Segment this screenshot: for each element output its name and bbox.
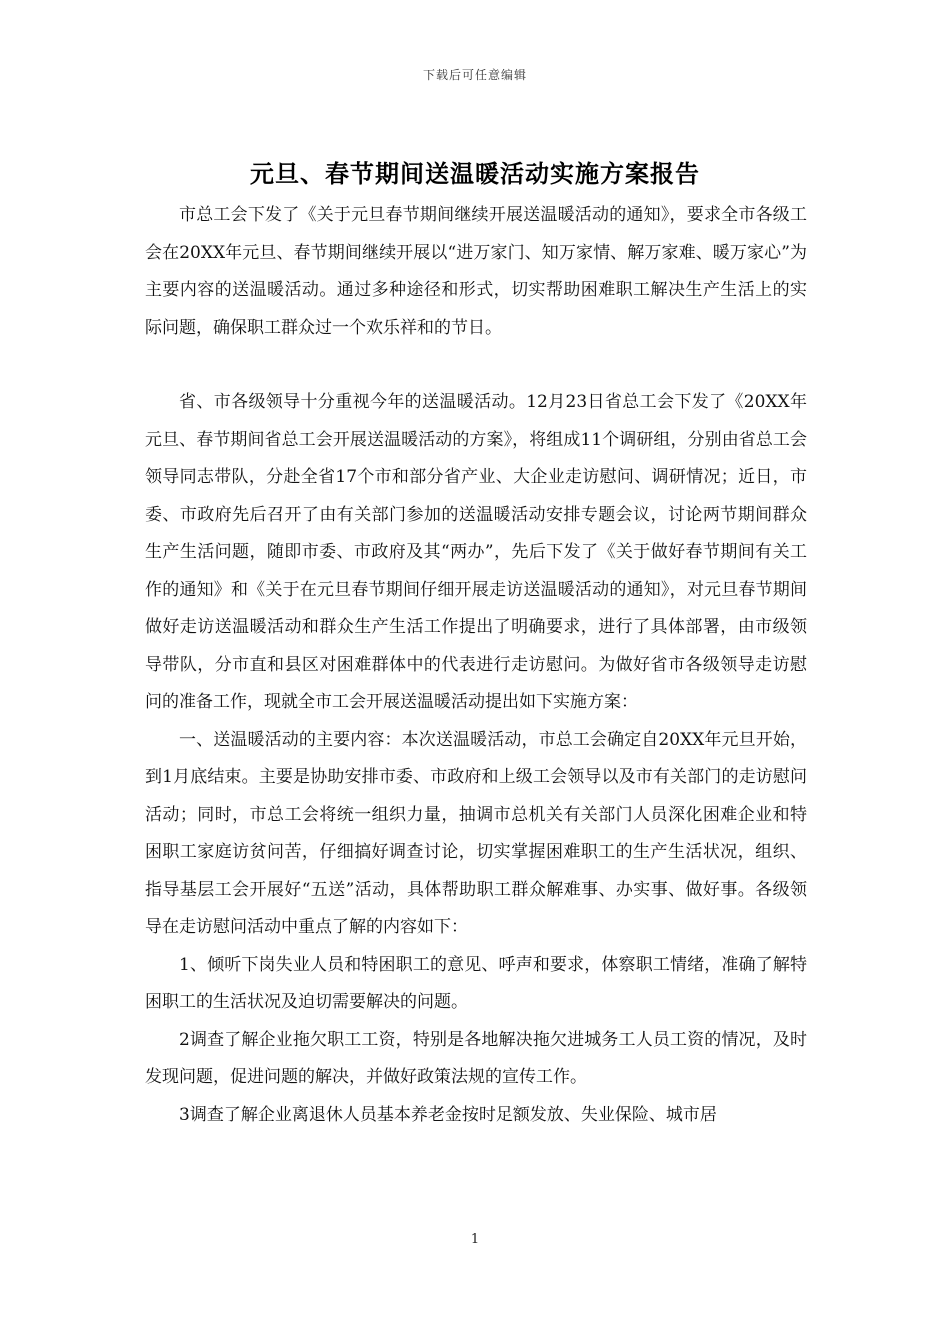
page-number: 1 (470, 1232, 480, 1247)
paragraph-item-2: 2调查了解企业拖欠职工工资，特别是各地解决拖欠进城务工人员工资的情况，及时发现问题，促进问题的解决，并做好政策法规的宣传工作。 (145, 1029, 807, 1087)
document-title: 元旦、春节期间送温暖活动实施方案报告 (250, 159, 700, 188)
paragraph-background: 省、市各级领导十分重视今年的送温暖活动。12月23日省总工会下发了《20XX年元旦、春节期间省总工会开展送温暖活动的方案》，将组成11个调研组，分别由省总工会领导同志带队，分赴全省17个市和部分省产业、大企业走访慰问、调研情况；近日，市委、市政府先后召开了由有关部门参加的送温暖活动安排专题会议，讨论两节期间群众生产生活问题，随即市委、市政府及其“两办”，先后下发了《关于做好春节期间有关工作的通知》和《关于在元旦春节期间仔细开展走访送温暖活动的通知》，对元旦春节期间做好走访送温暖活动和群众生产生活工作提出了明确要求，进行了具体部署，由市级领导带队，分市直和县区对困难群体中的代表进行走访慰问。为做好省市各级领导走访慰问的准备工作，现就全市工会开展送温暖活动提出如下实施方案： (145, 392, 807, 712)
paragraph-item-1: 1、倾听下岗失业人员和特困职工的意见、呼声和要求，体察职工情绪，准确了解特困职工的生活状况及迫切需要解决的问题。 (145, 954, 807, 1012)
paragraph-section-one: 一、送温暖活动的主要内容：本次送温暖活动，市总工会确定自20XX年元旦开始，到1月底结束。主要是协助安排市委、市政府和上级工会领导以及市有关部门的走访慰问活动；同时，市总工会将统一组织力量，抽调市总机关有关部门人员深化困难企业和特困职工家庭访贫问苦，仔细搞好调查讨论，切实掌握困难职工的生产生活状况，组织、指导基层工会开展好“五送”活动，具体帮助职工群众解难事、办实事、做好事。各级领导在走访慰问活动中重点了解的内容如下： (145, 729, 807, 937)
document-body (145, 197, 807, 1134)
paragraph-intro: 市总工会下发了《关于元旦春节期间继续开展送温暖活动的通知》，要求全市各级工会在20XX年元旦、春节期间继续开展以“进万家门、知万家情、解万家难、暖万家心”为主要内容的送温暖活动。通过多种途径和形式，切实帮助困难职工解决生产生活上的实际问题，确保职工群众过一个欢乐祥和的节日。 (145, 205, 807, 338)
paragraph-item-3: 3调查了解企业离退休人员基本养老金按时足额发放、失业保险、城市居 (179, 1104, 717, 1125)
header-note: 下载后可任意编辑 (422, 68, 527, 82)
